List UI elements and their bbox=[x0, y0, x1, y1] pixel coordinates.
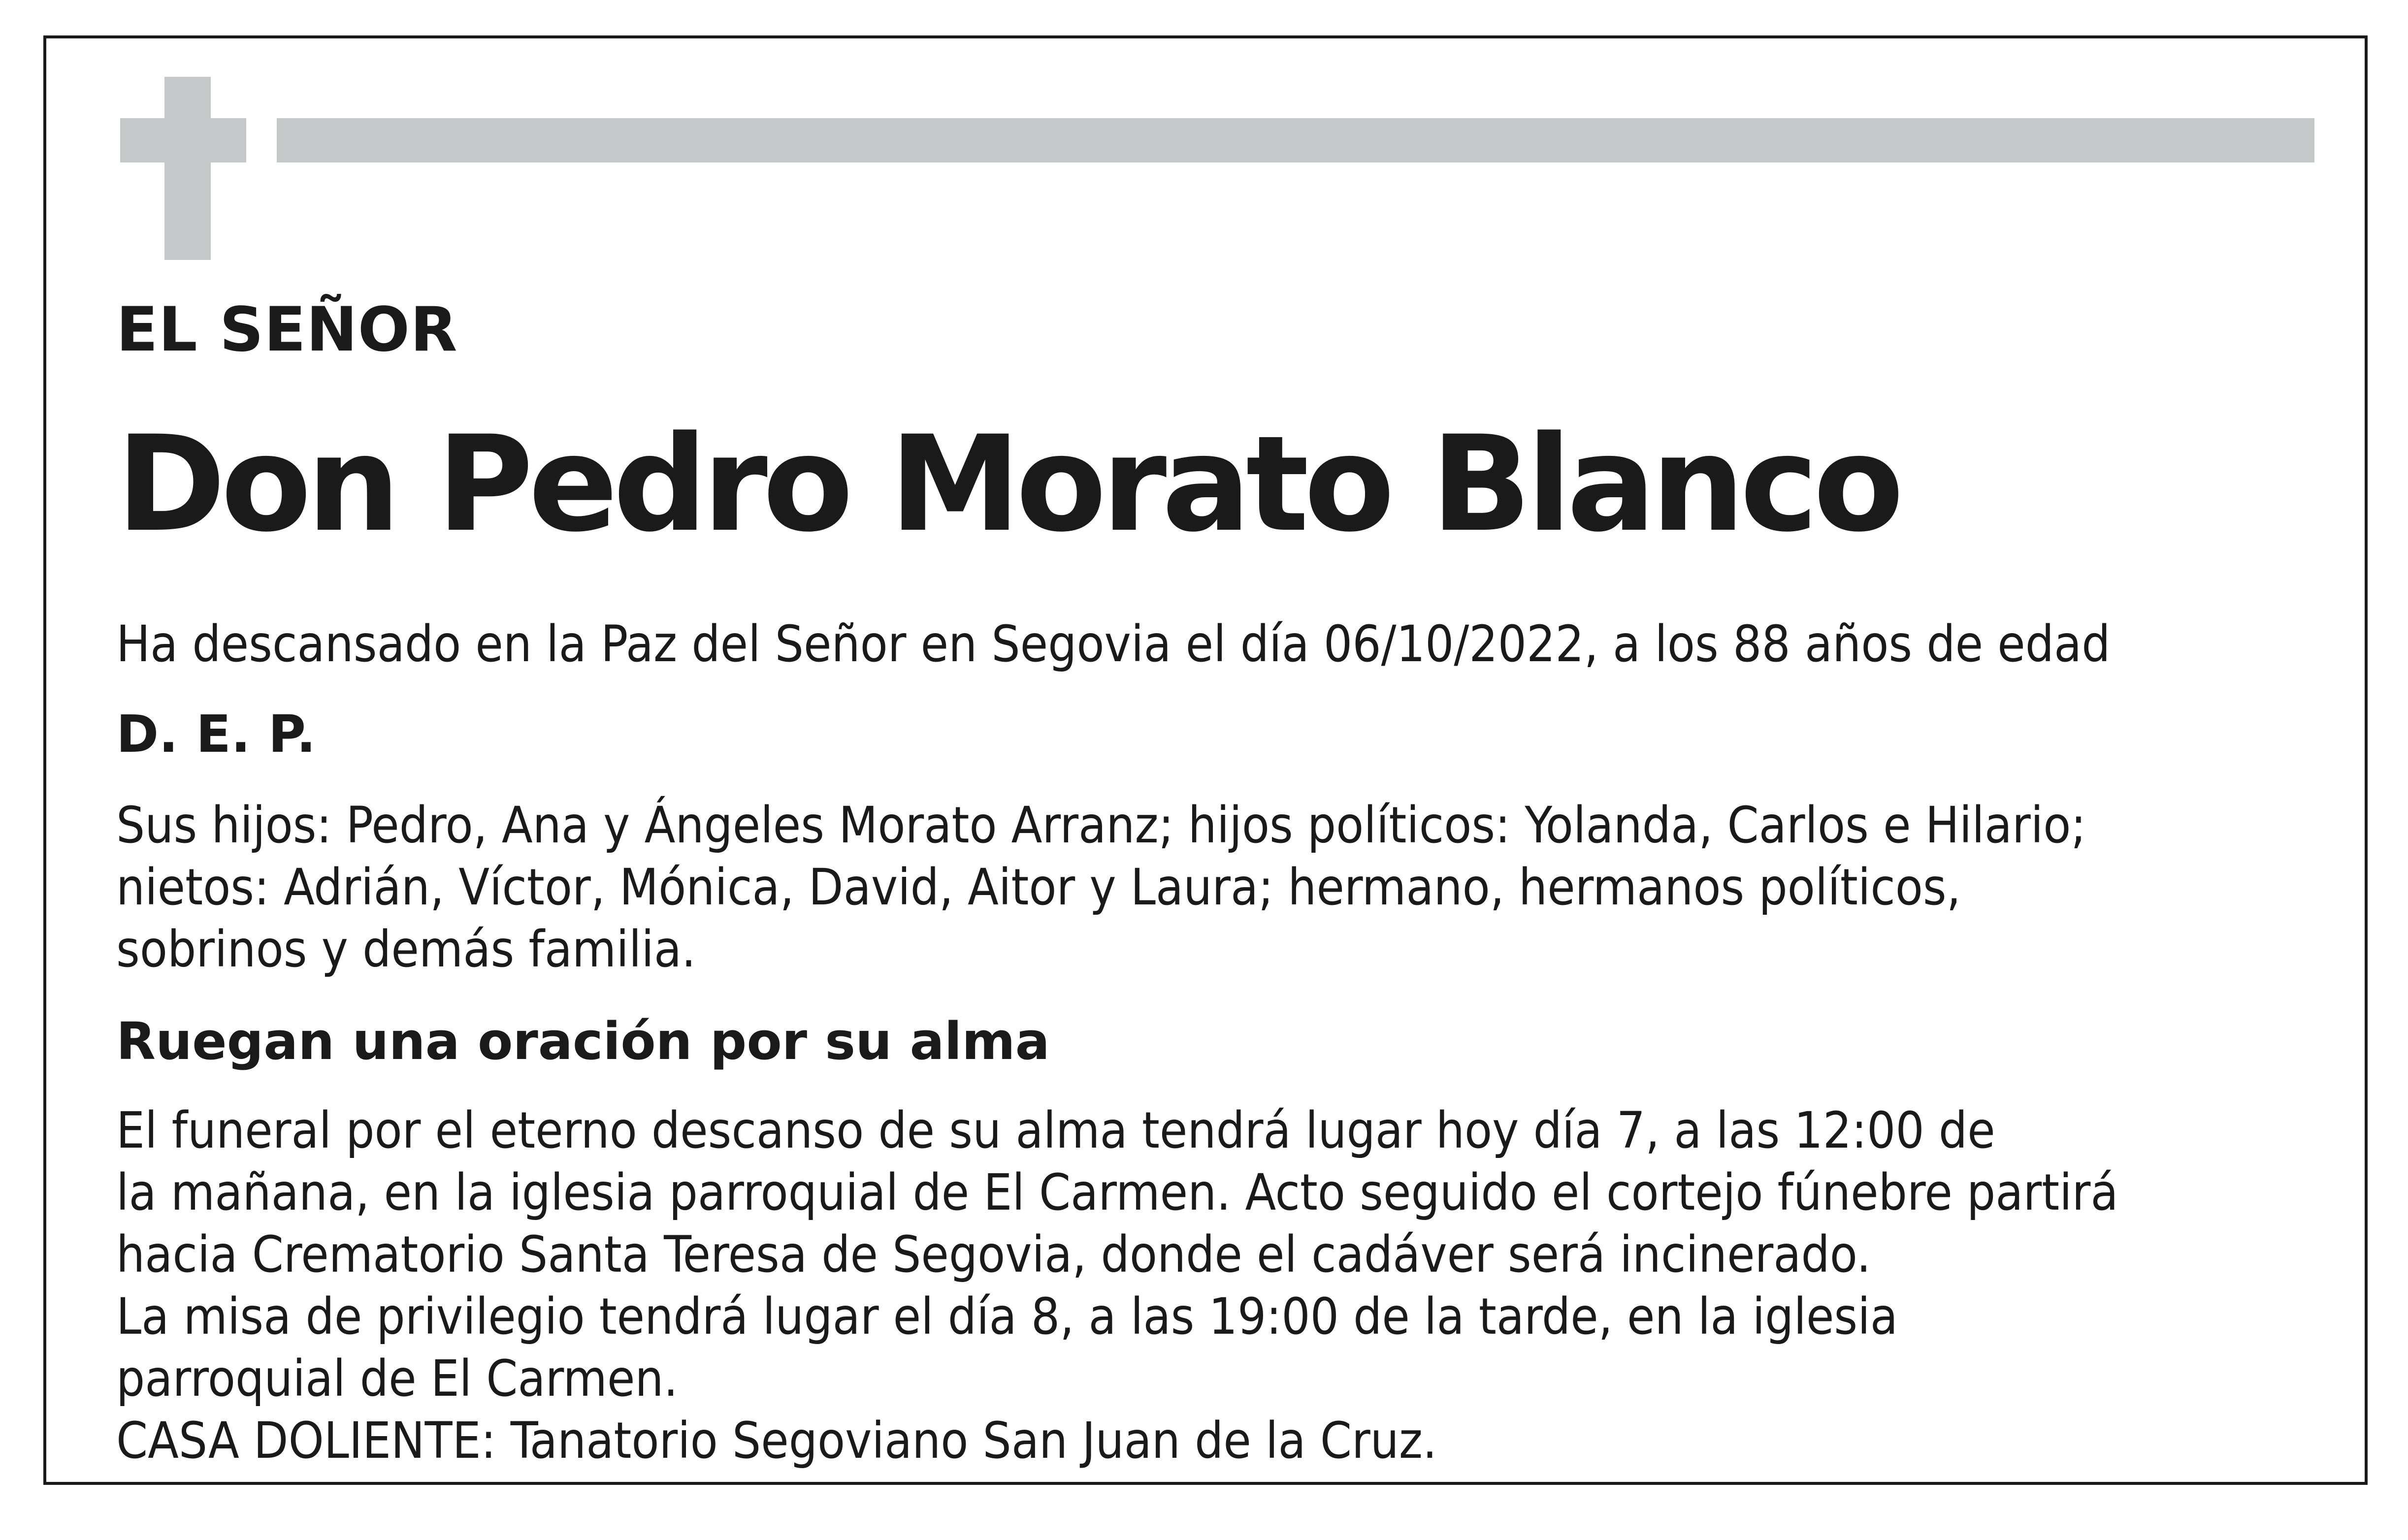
header-rule bbox=[277, 118, 2314, 162]
family-line: Sus hijos: Pedro, Ana y Ángeles Morato Arranz; hijos políticos: Yolanda, Carlos e Hilario; bbox=[116, 796, 2086, 855]
rest-line: Ha descansado en la Paz del Señor en Segovia el día 06/10/2022, a los 88 años de edad bbox=[116, 615, 2111, 674]
deceased-name: Don Pedro Morato Blanco bbox=[116, 408, 1899, 561]
family-line: nietos: Adrián, Víctor, Mónica, David, Aitor y Laura; hermano, hermanos políticos, bbox=[116, 858, 1961, 917]
funeral-line: hacia Crematorio Santa Teresa de Segovia, donde el cadáver será incinerado. bbox=[116, 1225, 1871, 1284]
family-line: sobrinos y demás familia. bbox=[116, 920, 696, 979]
obituary-content bbox=[116, 290, 2322, 1472]
funeral-line: CASA DOLIENTE: Tanatorio Segoviano San Juan de la Cruz. bbox=[116, 1412, 1437, 1470]
funeral-line: parroquial de El Carmen. bbox=[116, 1349, 678, 1408]
funeral-line: El funeral por el eterno descanso de su alma tendrá lugar hoy día 7, a las 12:00 de bbox=[116, 1101, 1995, 1160]
cross-icon bbox=[164, 77, 211, 260]
funeral-line: La misa de privilegio tendrá lugar el día 8, a las 19:00 de la tarde, en la iglesia bbox=[116, 1287, 1898, 1346]
funeral-paragraph bbox=[116, 1100, 2322, 1472]
family-paragraph bbox=[116, 795, 2322, 981]
cross-icon-arm bbox=[120, 118, 246, 162]
prayer-heading: Ruegan una oración por su alma bbox=[116, 1011, 1050, 1071]
salutation: EL SEÑOR bbox=[116, 294, 458, 365]
funeral-line: la mañana, en la iglesia parroquial de El Carmen. Acto seguido el cortejo fúnebre partirá bbox=[116, 1163, 2118, 1222]
dep-label: D. E. P. bbox=[116, 704, 316, 764]
